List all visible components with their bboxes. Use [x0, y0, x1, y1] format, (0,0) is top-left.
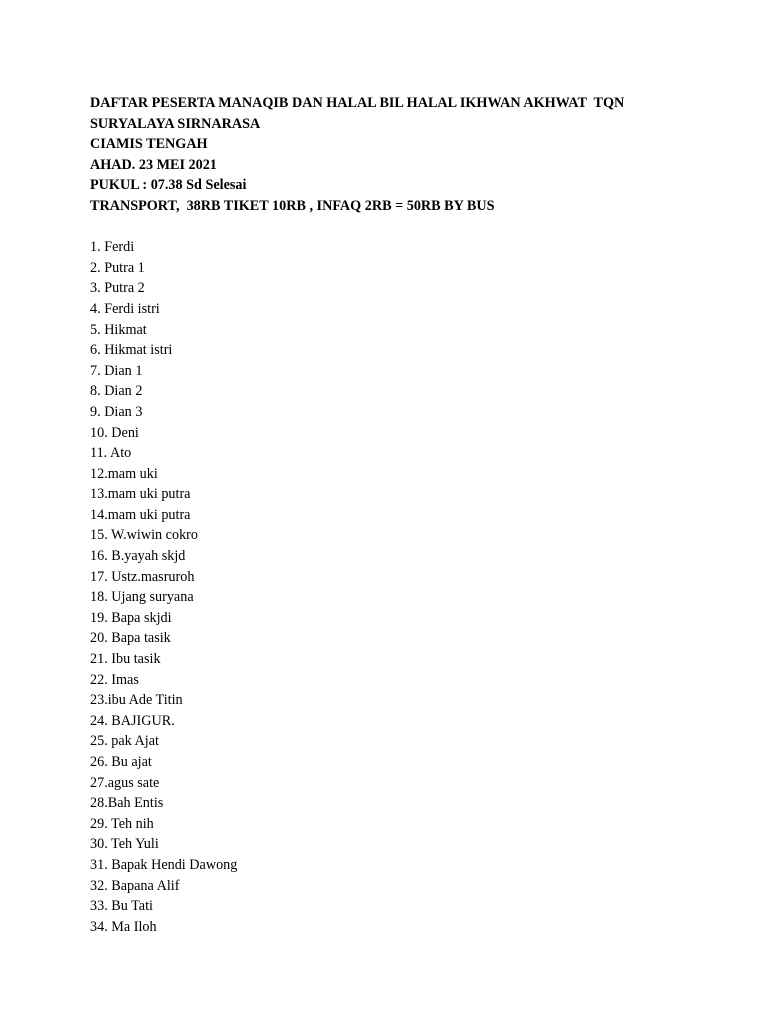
list-item: 26. Bu ajat — [90, 754, 152, 770]
list-item: 23.ibu Ade Titin — [90, 692, 183, 709]
time-line: PUKUL : 07.38 Sd Selesai — [90, 177, 247, 194]
list-item: 13.mam uki putra — [90, 486, 191, 503]
list-item: 15. W.wiwin cokro — [90, 527, 198, 544]
list-item: 9. Dian 3 — [90, 403, 143, 420]
document-header — [90, 93, 730, 217]
list-item: 11. Ato — [90, 445, 132, 462]
list-item: 21. Ibu tasik — [90, 651, 161, 668]
list-item: 14.mam uki putra — [90, 506, 191, 523]
list-item: 30. Teh Yuli — [90, 836, 159, 853]
transport-line: TRANSPORT, 38RB TIKET 10RB , INFAQ 2RB = 50RB BY BUS — [90, 197, 495, 214]
title-line-1: DAFTAR PESERTA MANAQIB DAN HALAL BIL HALAL IKHWAN AKHWAT TQN — [90, 95, 625, 111]
participant-list — [90, 237, 730, 937]
date-line: AHAD. 23 MEI 2021 — [90, 156, 217, 173]
list-item: 8. Dian 2 — [90, 383, 143, 400]
list-item: 1. Ferdi — [90, 239, 135, 256]
list-item: 5. Hikmat — [90, 321, 147, 338]
list-item: 12.mam uki — [90, 465, 158, 482]
list-item: 29. Teh nih — [90, 815, 154, 832]
list-item: 17. Ustz.masruroh — [90, 568, 195, 585]
list-item: 18. Ujang suryana — [90, 589, 194, 606]
list-item: 33. Bu Tati — [90, 898, 153, 915]
list-item: 28.Bah Entis — [90, 795, 164, 812]
list-item: 31. Bapak Hendi Dawong — [90, 856, 238, 873]
title-line-2: SURYALAYA SIRNARASA — [90, 115, 261, 132]
list-item: 32. Bapana Alif — [90, 877, 180, 894]
list-item: 4. Ferdi istri — [90, 300, 160, 317]
location-line: CIAMIS TENGAH — [90, 136, 208, 153]
list-item: 2. Putra 1 — [90, 259, 145, 276]
blank-line — [90, 217, 730, 238]
list-item: 6. Hikmat istri — [90, 342, 173, 359]
list-item: 16. B.yayah skjd — [90, 548, 186, 565]
list-item: 3. Putra 2 — [90, 280, 145, 297]
list-item: 20. Bapa tasik — [90, 630, 171, 647]
list-item: 24. BAJIGUR. — [90, 712, 175, 729]
list-item: 22. Imas — [90, 671, 139, 688]
list-item: 10. Deni — [90, 424, 139, 441]
list-item: 27.agus sate — [90, 774, 160, 791]
list-item: 19. Bapa skjdi — [90, 609, 172, 626]
list-item: 25. pak Ajat — [90, 733, 159, 750]
document-page — [90, 93, 730, 937]
list-item: 34. Ma Iloh — [90, 918, 157, 935]
list-item: 7. Dian 1 — [90, 362, 143, 379]
